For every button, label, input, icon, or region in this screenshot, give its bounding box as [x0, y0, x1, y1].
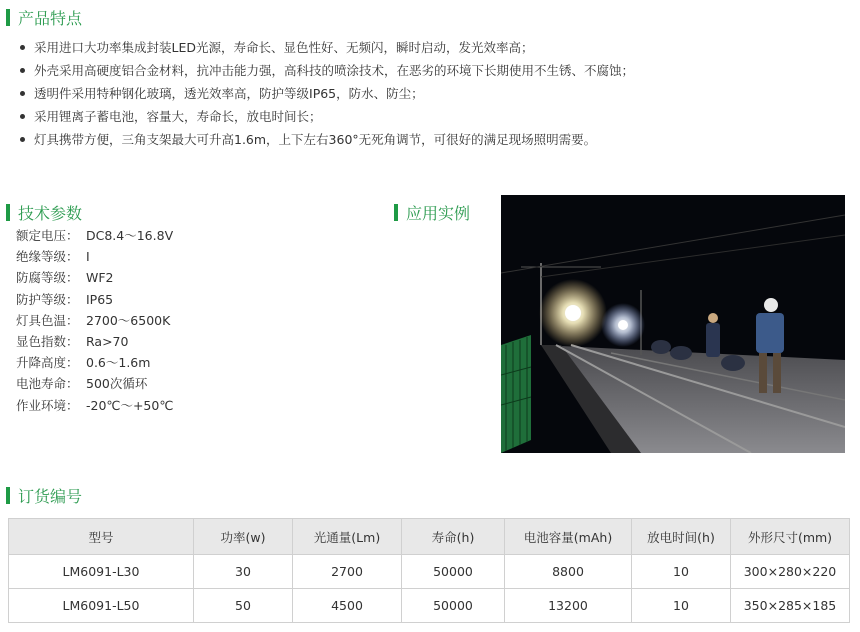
table-cell: 300×280×220 — [731, 555, 850, 589]
specs-title-text: 技术参数 — [18, 204, 83, 223]
spec-row: 灯具色温： 2700～6500K — [16, 312, 171, 328]
section-marker — [6, 9, 10, 26]
spec-row: 显色指数： Ra>70 — [16, 334, 129, 350]
section-marker — [394, 204, 398, 221]
column-header: 型号 — [9, 519, 194, 555]
feature-item: 灯具携带方便，三角支架最大可升高1.6m，上下左右360°无死角调节，可很好的满足现场照明需要。 — [18, 128, 634, 151]
table-cell: 350×285×185 — [731, 589, 850, 623]
table-cell: LM6091-L30 — [9, 555, 194, 589]
specs-list — [16, 225, 173, 416]
section-marker — [6, 204, 10, 221]
table-cell: 2700 — [293, 555, 402, 589]
section-marker — [6, 487, 10, 504]
table-cell: LM6091-L50 — [9, 589, 194, 623]
bullet-icon — [20, 91, 25, 96]
spec-row: 作业环境： -20℃～+50℃ — [16, 397, 174, 413]
table-cell: 50 — [194, 589, 293, 623]
order-title-text: 订货编号 — [18, 487, 83, 506]
features-list — [18, 36, 634, 151]
column-header: 电池容量(mAh) — [505, 519, 632, 555]
features-title-text: 产品特点 — [18, 9, 83, 28]
column-header: 寿命(h) — [402, 519, 505, 555]
table-row — [9, 555, 850, 589]
bullet-icon — [20, 114, 25, 119]
feature-item: 采用进口大功率集成封装LED光源，寿命长、显色性好、无频闪，瞬时启动，发光效率高； — [18, 36, 634, 59]
table-cell: 30 — [194, 555, 293, 589]
bullet-icon — [20, 45, 25, 50]
table-row — [9, 589, 850, 623]
order-table — [8, 518, 850, 623]
spec-row: 电池寿命： 500次循环 — [16, 376, 148, 392]
application-section-title — [394, 201, 470, 224]
table-cell: 8800 — [505, 555, 632, 589]
features-section-title — [6, 6, 82, 29]
spec-row: 防护等级： IP65 — [16, 291, 114, 307]
order-section-title — [6, 484, 82, 507]
table-cell: 10 — [632, 589, 731, 623]
bullet-icon — [20, 68, 25, 73]
spec-row: 绝缘等级： Ⅰ — [16, 249, 90, 265]
table-cell: 4500 — [293, 589, 402, 623]
feature-item: 采用锂离子蓄电池，容量大，寿命长，放电时间长； — [18, 105, 634, 128]
column-header: 放电时间(h) — [632, 519, 731, 555]
column-header: 功率(w) — [194, 519, 293, 555]
feature-item: 透明件采用特种钢化玻璃，透光效率高，防护等级IP65，防水、防尘； — [18, 82, 634, 105]
table-header-row — [9, 519, 850, 555]
table-cell: 13200 — [505, 589, 632, 623]
feature-item: 外壳采用高硬度铝合金材料，抗冲击能力强，高科技的喷涂技术，在恶劣的环境下长期使用不生锈、不腐蚀； — [18, 59, 634, 82]
application-title-text: 应用实例 — [406, 204, 471, 223]
table-cell: 10 — [632, 555, 731, 589]
spec-row: 防腐等级： WF2 — [16, 270, 114, 286]
spec-row: 额定电压： DC8.4～16.8V — [16, 228, 174, 243]
spec-row: 升降高度： 0.6～1.6m — [16, 355, 151, 371]
column-header: 外形尺寸(mm) — [731, 519, 850, 555]
table-cell: 50000 — [402, 589, 505, 623]
specs-section-title — [6, 201, 82, 224]
night-railway-work-illustration — [501, 195, 845, 453]
column-header: 光通量(Lm) — [293, 519, 402, 555]
application-photo — [501, 195, 845, 453]
table-cell: 50000 — [402, 555, 505, 589]
bullet-icon — [20, 137, 25, 142]
